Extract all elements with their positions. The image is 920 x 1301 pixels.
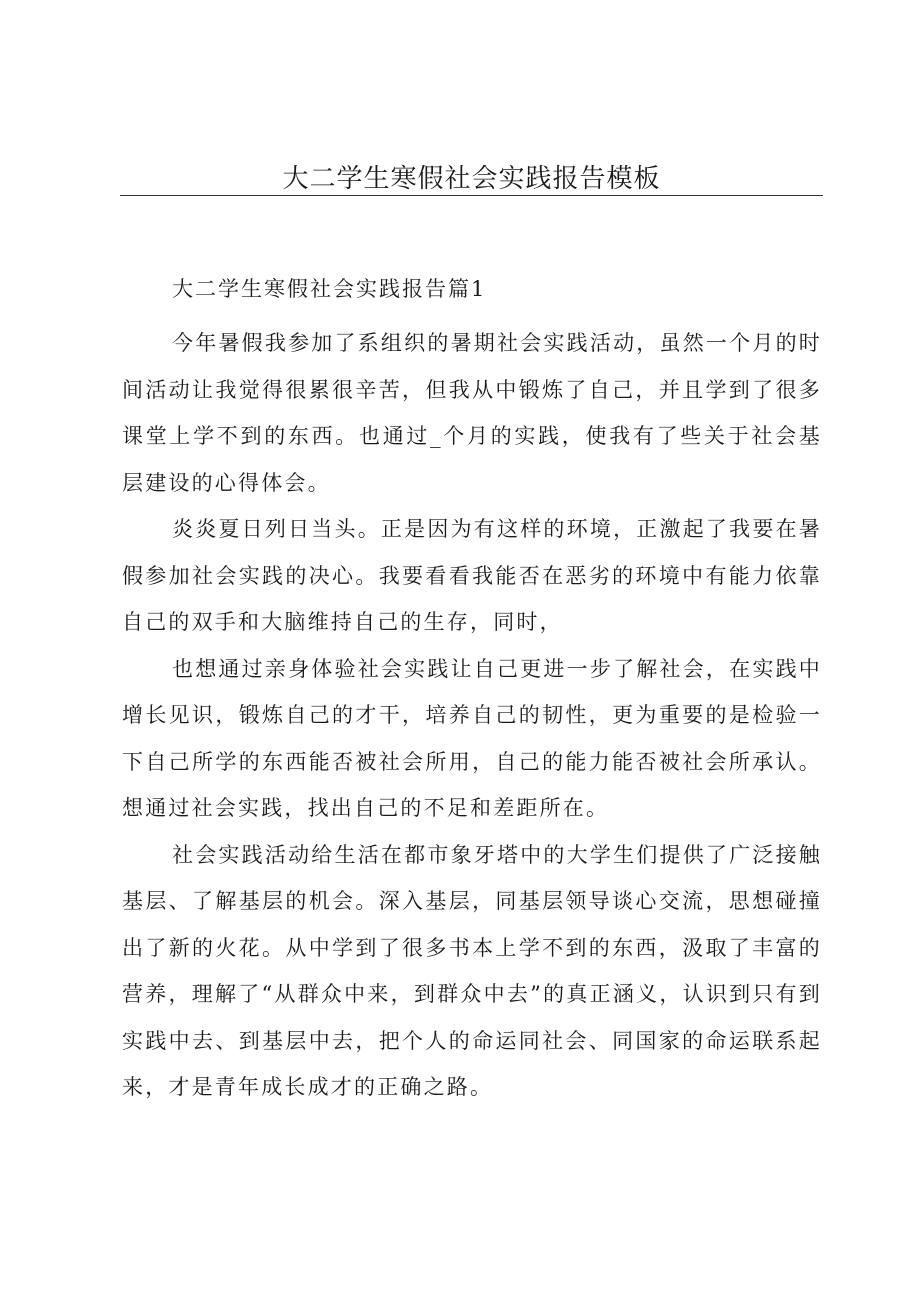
document-body	[122, 270, 822, 1111]
paragraph: 社会实践活动给生活在都市象牙塔中的大学生们提供了广泛接触基层、了解基层的机会。深入基层，同基层领导谈心交流，思想碰撞出了新的火花。从中学到了很多书本上学不到的东西，汲取了丰富的营养，理解了“从群众中来，到群众中去”的真正涵义，认识到只有到实践中去、到基层中去，把个人的命运同社会、同国家的命运联系起来，才是青年成长成才的正确之路。	[122, 842, 822, 1099]
paragraph: 今年暑假我参加了系组织的暑期社会实践活动，虽然一个月的时间活动让我觉得很累很辛苦，但我从中锻炼了自己，并且学到了很多课堂上学不到的东西。也通过_个月的实践，使我有了些关于社会基层建设的心得体会。	[122, 331, 822, 495]
paragraph: 也想通过亲身体验社会实践让自己更进一步了解社会，在实践中增长见识，锻炼自己的才干，培养自己的韧性，更为重要的是检验一下自己所学的东西能否被社会所用，自己的能力能否被社会所承认。想通过社会实践，找出自己的不足和差距所在。	[122, 656, 822, 820]
paragraph: 炎炎夏日列日当头。正是因为有这样的环境，正激起了我要在暑假参加社会实践的决心。我要看看我能否在恶劣的环境中有能力依靠自己的双手和大脑维持自己的生存，同时，	[122, 517, 822, 634]
title-underline	[120, 195, 823, 196]
document-title: 大二学生寒假社会实践报告模板	[282, 164, 661, 194]
section-heading: 大二学生寒假社会实践报告篇1	[172, 277, 487, 301]
